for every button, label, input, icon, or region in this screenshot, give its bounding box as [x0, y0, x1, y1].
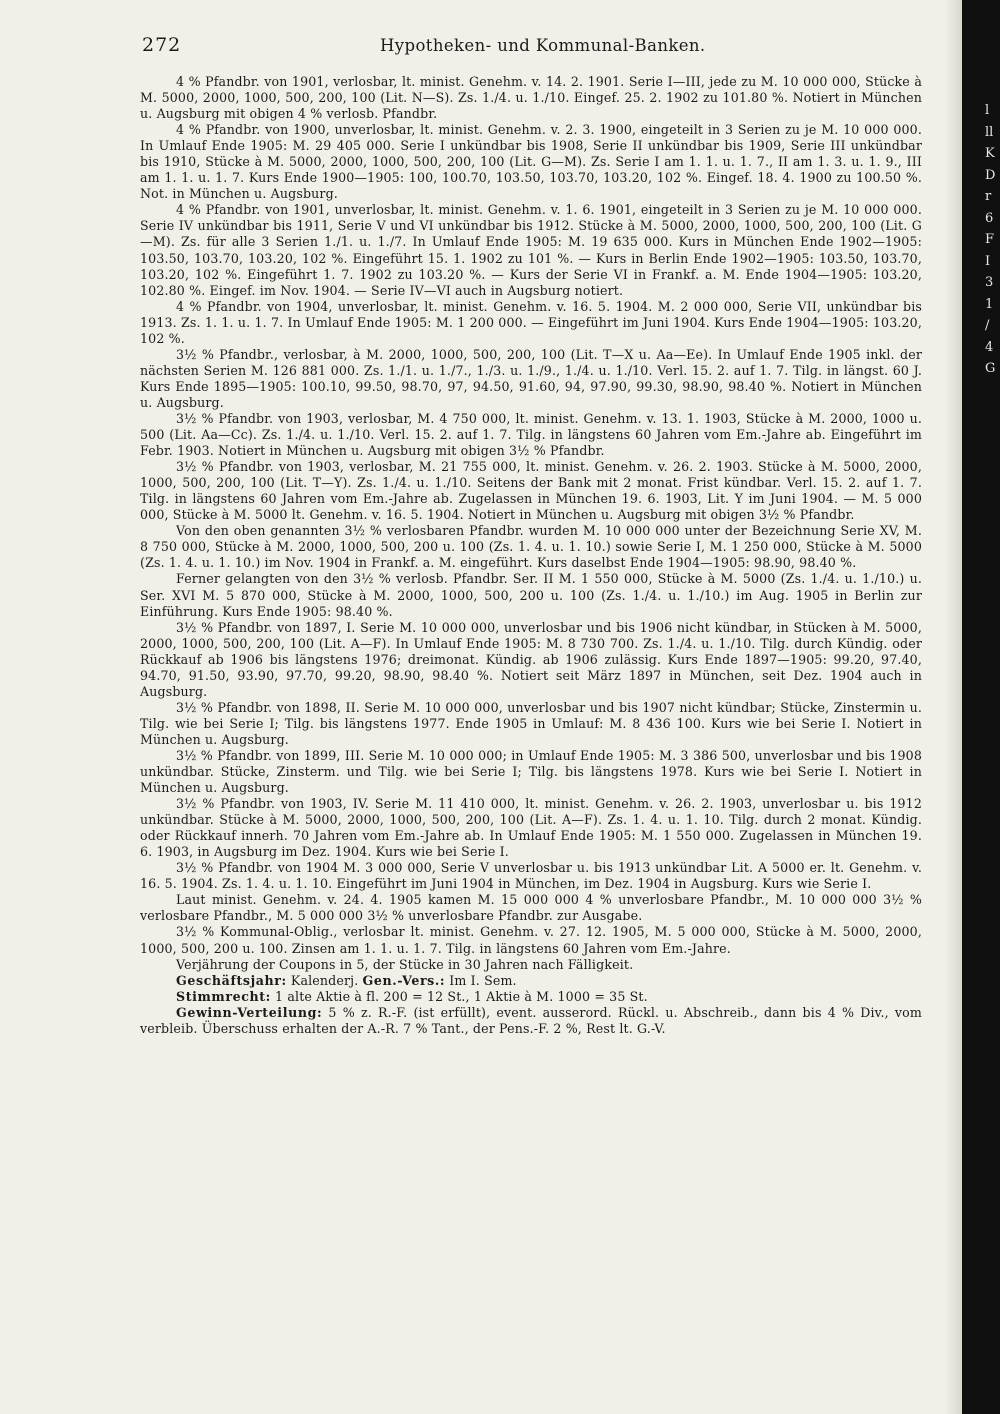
- geschaeftsjahr-value: Kalenderj.: [290, 972, 359, 988]
- edge-letter: D: [985, 167, 996, 183]
- fact-geschaeftsjahr: [140, 973, 922, 989]
- edge-letter: G: [985, 361, 996, 376]
- page-header: [142, 32, 922, 58]
- page-body: [140, 74, 922, 1037]
- gen-vers-label: Gen.-Vers.:: [362, 972, 446, 988]
- edge-letter: K: [985, 146, 995, 161]
- paragraph-3half-pfandbr-1903-b: 3½ % Pfandbr. von 1903, verlosbar, M. 21 755 000, lt. minist. Genehm. v. 26. 2. 1903. Stücke à M. 5000, 2000, 1000, 500, 200, 100 (Lit. T—Y). Zs. 1./4. u. 1./10. Seitens der Bank mit 2 monat. Frist kündbar. Verl. 15. 2. auf 1. 7. Tilg. in längstens 60 Jahren vom Em.-Jahre ab. Zugelassen in München 19. 6. 1903, Lit. Y im Juni 1904. — M. 5 000 000, Stücke à M. 5000 lt. Genehm. v. 16. 5. 1904. Notiert in München u. Augsburg mit obigen 3½ % Pfandbr.: [140, 459, 922, 523]
- paragraph-verjaehrung: Verjährung der Coupons in 5, der Stücke in 30 Jahren nach Fälligkeit.: [176, 956, 634, 972]
- running-title: Hypotheken- und Kommunal-Banken.: [380, 36, 706, 55]
- edge-letter: ll: [985, 124, 994, 140]
- edge-letter: /: [985, 318, 990, 333]
- adjacent-page-fragment: [985, 100, 1000, 380]
- page-gutter-shadow: [945, 0, 962, 1414]
- edge-letter: I: [985, 253, 991, 269]
- paragraph-kommunal-oblig: 3½ % Kommunal-Oblig., verlosbar lt. minist. Genehm. v. 27. 12. 1905, M. 5 000 000, Stücke à M. 5000, 2000, 1000, 500, 200 u. 100. Zinsen am 1. 1. u. 1. 7. Tilg. in längstens 60 Jahren vom Em.-Jahre.: [140, 924, 922, 956]
- paragraph-serie-xv: Von den oben genannten 3½ % verlosbaren Pfandbr. wurden M. 10 000 000 unter der Bezeichnung Serie XV, M. 8 750 000, Stücke à M. 2000, 1000, 500, 200 u. 100 (Zs. 1. 4. u. 1. 10.) sowie Serie I, M. 1 250 000, Stücke à M. 5000 (Zs. 1. 4. u. 1. 10.) im Nov. 1904 in Frankf. a. M. eingeführt. Kurs daselbst Ende 1904—1905: 98.90, 98.40 %.: [140, 523, 922, 571]
- paragraph-3half-1897: 3½ % Pfandbr. von 1897, I. Serie M. 10 000 000, unverlosbar und bis 1906 nicht kündbar, in Stücken à M. 5000, 2000, 1000, 500, 200, 100 (Lit. A—F). In Umlauf Ende 1905: M. 8 730 700. Zs. 1./4. u. 1./10. Tilg. durch Kündig. oder Rückkauf ab 1906 bis längstens 1976; dreimonat. Kündig. ab 1906 zulässig. Kurs Ende 1897—1905: 99.20, 97.40, 94.70, 91.50, 93.90, 97.70, 99.20, 98.90, 98.40 %. Notiert seit März 1897 in München, seit Dez. 1904 auch in Augsburg.: [140, 619, 922, 699]
- paragraph-pfandbr-1904: 4 % Pfandbr. von 1904, unverlosbar, lt. minist. Genehm. v. 16. 5. 1904. M. 2 000 000, Serie VII, unkündbar bis 1913. Zs. 1. 1. u. 1. 7. In Umlauf Ende 1905: M. 1 200 000. — Eingeführt im Juni 1904. Kurs Ende 1904—1905: 103.20, 102 %.: [140, 298, 922, 346]
- paragraph-pfandbr-1900-unverlosbar: 4 % Pfandbr. von 1900, unverlosbar, lt. minist. Genehm. v. 2. 3. 1900, eingeteilt in 3 Serien zu je M. 10 000 000. In Umlauf Ende 1905: M. 29 405 000. Serie I unkündbar bis 1908, Serie II unkündbar bis 1909, Serie III unkündbar bis 1910, Stücke à M. 5000, 2000, 1000, 500, 200, 100 (Lit. G—M). Zs. Serie I am 1. 1. u. 1. 7., II am 1. 3. u. 1. 9., III am 1. 1. u. 1. 7. Kurs Ende 1900—1905: 100, 100.70, 103.50, 103.70, 103.20, 102 %. Eingef. 18. 4. 1900 zu 100.50 %. Not. in München u. Augsburg.: [140, 122, 922, 202]
- fact-stimmrecht: [140, 989, 922, 1005]
- edge-letter: F: [985, 232, 995, 247]
- paragraph-3half-1904-v: 3½ % Pfandbr. von 1904 M. 3 000 000, Serie V unverlosbar u. bis 1913 unkündbar Lit. A 5000 er. lt. Genehm. v. 16. 5. 1904. Zs. 1. 4. u. 1. 10. Eingeführt im Juni 1904 in München, im Dez. 1904 in Augsburg. Kurs wie Serie I.: [140, 860, 922, 892]
- paragraph-3half-1903-iv: 3½ % Pfandbr. von 1903, IV. Serie M. 11 410 000, lt. minist. Genehm. v. 26. 2. 1903, unverlosbar u. bis 1912 unkündbar. Stücke à M. 5000, 2000, 1000, 500, 200, 100 (Lit. A—F). Zs. 1. 4. u. 1. 10. Tilg. durch 2 monat. Kündig. oder Rückkauf innerh. 70 Jahren vom Em.-Jahre ab. In Umlauf Ende 1905: M. 1 550 000. Zugelassen in München 19. 6. 1903, in Augsburg im Dez. 1904. Kurs wie bei Serie I.: [140, 796, 922, 860]
- gewinn-verteilung-label: Gewinn-Verteilung:: [176, 1004, 323, 1020]
- edge-letter: r: [985, 189, 992, 204]
- paragraph-3half-1898: 3½ % Pfandbr. von 1898, II. Serie M. 10 000 000, unverlosbar und bis 1907 nicht kündbar; Stücke, Zinstermin u. Tilg. wie bei Serie I; Tilg. bis längstens 1977. Ende 1905 in Umlauf: M. 8 436 100. Kurs wie bei Serie I. Notiert in München u. Augsburg.: [140, 699, 922, 747]
- paragraph-laut-genehm-1905: Laut minist. Genehm. v. 24. 4. 1905 kamen M. 15 000 000 4 % unverlosbare Pfandbr., M. 10 000 000 3½ % verlosbare Pfandbr., M. 5 000 000 3½ % unverlosbare Pfandbr. zur Ausgabe.: [140, 892, 922, 924]
- paragraph-3half-1899: 3½ % Pfandbr. von 1899, III. Serie M. 10 000 000; in Umlauf Ende 1905: M. 3 386 500, unverlosbar und bis 1908 unkündbar. Stücke, Zinsterm. und Tilg. wie bei Serie I; Tilg. bis längstens 1978. Kurs wie bei Serie I. Notiert in München u. Augsburg.: [140, 747, 922, 796]
- edge-letter: 3: [985, 275, 994, 290]
- page-number: 272: [142, 34, 182, 56]
- paragraph-serie-ii-xvi: Ferner gelangten von den 3½ % verlosb. Pfandbr. Ser. II M. 1 550 000, Stücke à M. 5000 (Zs. 1./4. u. 1./10.) u. Ser. XVI M. 5 870 000, Stücke à M. 2000, 1000, 500, 200 u. 100 (Zs. 1./4. u. 1./10.) im Aug. 1905 in Berlin zur Einführung. Kurs Ende 1905: 98.40 %.: [140, 571, 922, 619]
- gewinn-verteilung-value: 5 % z. R.-F. (ist erfüllt), event. ausserord. Rückl. u. Abschreib., dann bis 4 % Div., vom verbleib. Überschuss erhalten der A.-R. 7 % Tant., der Pens.-F. 2 %, Rest lt. G.-V.: [140, 1004, 922, 1036]
- paragraph-3half-pfandbr-1903-a: 3½ % Pfandbr. von 1903, verlosbar, M. 4 750 000, lt. minist. Genehm. v. 13. 1. 1903, Stücke à M. 2000, 1000 u. 500 (Lit. Aa—Cc). Zs. 1./4. u. 1./10. Verl. 15. 2. auf 1. 7. Tilg. in längstens 60 Jahren vom Em.-Jahre ab. Eingeführt im Febr. 1903. Notiert in München u. Augsburg mit obigen 3½ % Pfandbr.: [140, 410, 922, 459]
- fact-gewinn-verteilung: [140, 1005, 922, 1037]
- paragraph-3half-pfandbr-verlosbar: 3½ % Pfandbr., verlosbar, à M. 2000, 1000, 500, 200, 100 (Lit. T—X u. Aa—Ee). In Umlauf Ende 1905 inkl. der nächsten Serien M. 126 881 000. Zs. 1./1. u. 1./7., 1./3. u. 1./9., 1./4. u. 1./10. Verl. 15. 2. auf 1. 7. Tilg. in längst. 60 J. Kurs Ende 1895—1905: 100.10, 99.50, 98.70, 97, 94.50, 91.60, 94, 97.90, 99.30, 98.90, 98.40 %. Notiert in München u. Augsburg.: [140, 346, 922, 410]
- gen-vers-value: Im I. Sem.: [449, 972, 517, 988]
- paragraph-pfandbr-1901-unverlosbar: 4 % Pfandbr. von 1901, unverlosbar, lt. minist. Genehm. v. 1. 6. 1901, eingeteilt in 3 Serien zu je M. 10 000 000. Serie IV unkündbar bis 1911, Serie V und VI unkündbar bis 1912. Stücke à M. 5000, 2000, 1000, 500, 200, 100 (Lit. G—M). Zs. für alle 3 Serien 1./1. u. 1./7. In Umlauf Ende 1905: M. 19 635 000. Kurs in München Ende 1902—1905: 103.50, 103.70, 103.20, 102 %. Eingeführt 15. 1. 1902 zu 101 %. — Kurs in Berlin Ende 1902—1905: 103.50, 103.70, 103.20, 102 %. Eingeführt 1. 7. 1902 zu 103.20 %. — Kurs der Serie VI in Frankf. a. M. Ende 1904—1905: 103.20, 102.80 %. Eingef. im Nov. 1904. — Serie IV—VI auch in Augsburg notiert.: [140, 202, 922, 298]
- stimmrecht-label: Stimmrecht:: [176, 988, 271, 1004]
- paragraph-pfandbr-1901-verlosbar: 4 % Pfandbr. von 1901, verlosbar, lt. minist. Genehm. v. 14. 2. 1901. Serie I—III, jede zu M. 10 000 000, Stücke à M. 5000, 2000, 1000, 500, 200, 100 (Lit. N—S). Zs. 1./4. u. 1./10. Eingef. 25. 2. 1902 zu 101.80 %. Notiert in München u. Augsburg mit obigen 4 % verlosb. Pfandbr.: [140, 74, 922, 122]
- geschaeftsjahr-label: Geschäftsjahr:: [176, 972, 287, 988]
- edge-letter: 1: [985, 296, 994, 312]
- edge-letter: l: [985, 103, 990, 118]
- edge-letter: 4: [985, 339, 994, 355]
- stimmrecht-value: 1 alte Aktie à fl. 200 = 12 St., 1 Aktie à M. 1000 = 35 St.: [275, 988, 648, 1004]
- edge-letter: 6: [985, 210, 994, 226]
